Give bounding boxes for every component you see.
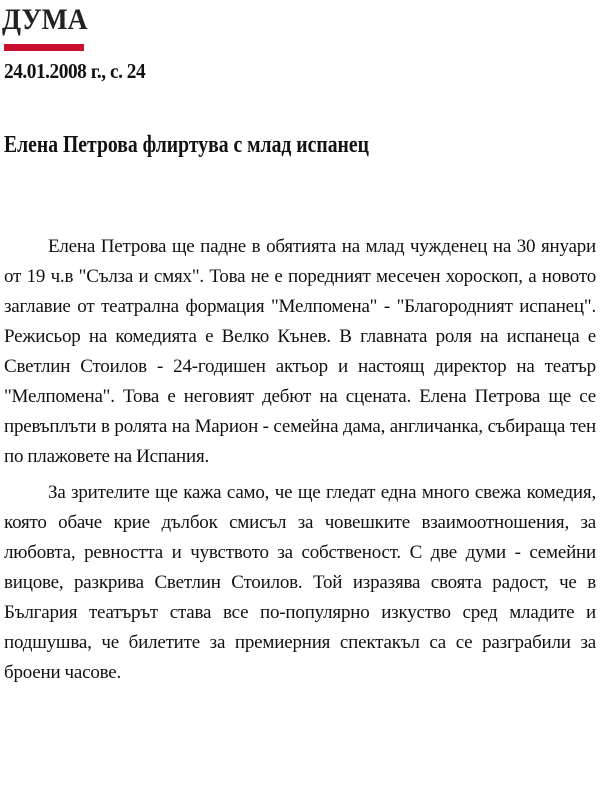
publication-date: 24.01.2008 г., с. 24 <box>4 59 146 83</box>
newspaper-logo <box>2 4 86 54</box>
logo-text: ДУМА <box>2 3 88 36</box>
logo-red-bar <box>4 44 84 51</box>
article-paragraph: За зрителите ще кажа само, че ще гледат една много свежа комедия, която обаче крие дълбок смисъл за човешките взаимоотношения, за любовта, ревността и чувството за собственост. С две думи - семейни вицове, разкрива Светлин Стоилов. Той изразява своята радост, че в България театърът става все по-популярно изкуство сред младите и подшушва, че билетите за премиерния спектакъл са се разграбили за броени часове. <box>4 482 596 683</box>
article-headline: Елена Петрова флиртува с млад испанец <box>4 132 369 158</box>
article-paragraph: Елена Петрова ще падне в обятията на млад чужденец на 30 януари от 19 ч.в "Сълза и смях". Това не е поредният месечен хороскоп, а новото заглавие от театрална формация "Мелпомена" - "Благородният испанец". Режисьор на комедията е Велко Кънев. В главната роля на испанеца е Светлин Стоилов - 24-годишен актьор и настоящ директор на театър "Мелпомена". Това е неговият дебют на сцената. Елена Петрова ще се превъплъти в ролята на Марион - семейна дама, англичанка, събираща тен по плажовете на Испания. <box>4 236 596 467</box>
article-body <box>4 232 596 688</box>
